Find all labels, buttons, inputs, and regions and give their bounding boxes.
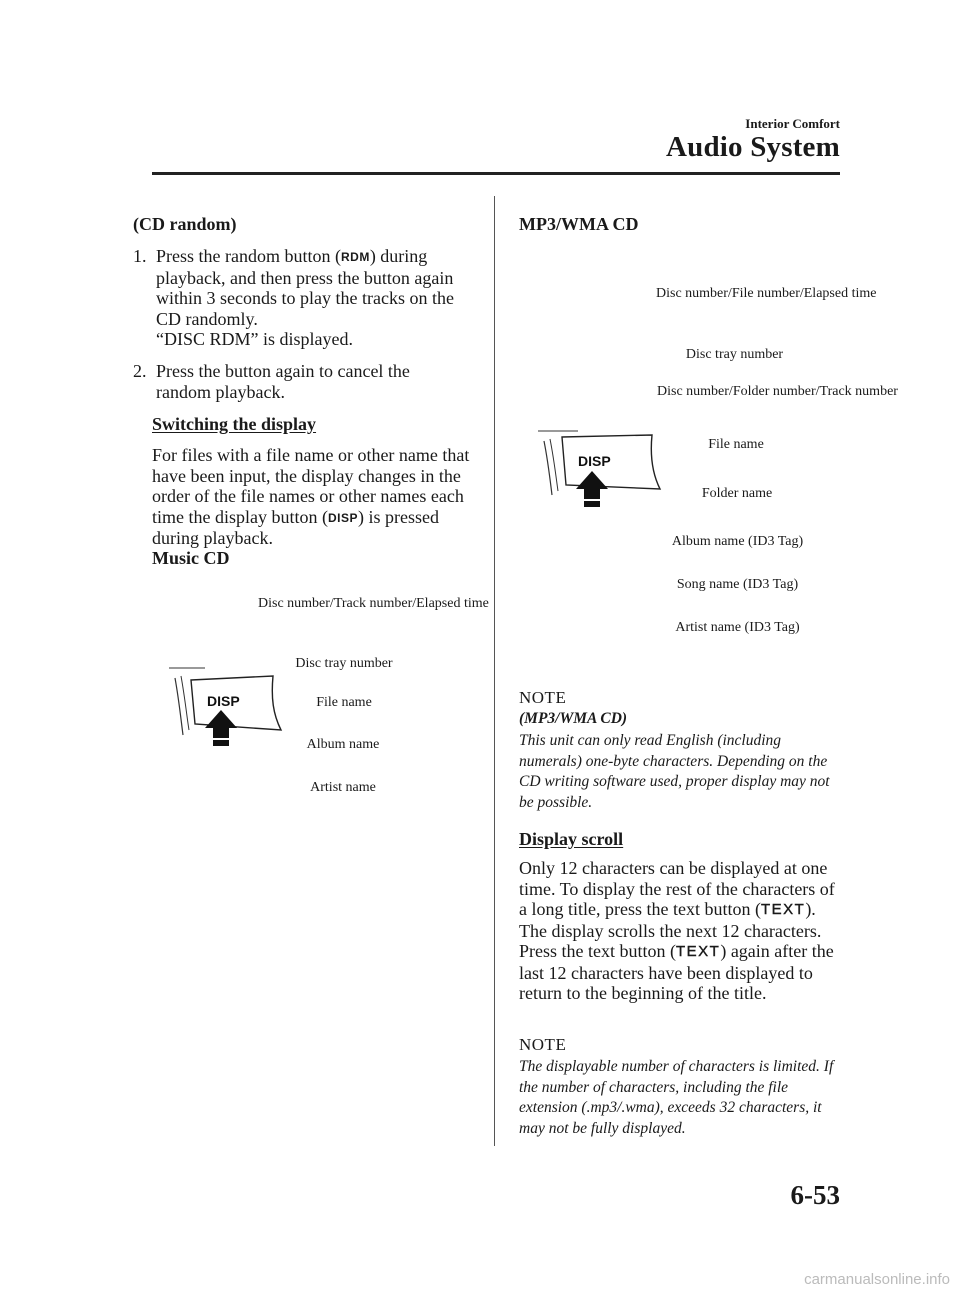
- mp3-label-folder-name: Folder name: [701, 486, 773, 501]
- page-number: 6-53: [790, 1180, 840, 1210]
- music-cd-heading: Music CD: [152, 548, 230, 568]
- scroll-text-1: Only 12 characters can be displayed at one time. To display the rest of the characters of a long title, press the text button (: [519, 858, 835, 919]
- mp3-label-song-name: Song name (ID3 Tag): [676, 577, 799, 592]
- step-1-number: 1.: [133, 246, 147, 266]
- cd-random-heading: (CD random): [133, 214, 237, 234]
- step-1-text-end: ) during playback, and then press the button again within 3 seconds to play the tracks on the CD randomly.: [156, 246, 454, 329]
- switching-text-start: For files with a file name or other name that have been input, the display changes in the order of the file names or other names each time the display button (: [152, 445, 470, 527]
- step-2-text: Press the button again to cancel the random playback.: [156, 361, 410, 402]
- music-cd-label-artist-name: Artist name: [310, 780, 376, 795]
- mp3-label-album-name: Album name (ID3 Tag): [671, 534, 804, 549]
- mp3-label-artist-name: Artist name (ID3 Tag): [675, 620, 800, 635]
- mp3-disp-text: DISP: [578, 453, 611, 469]
- note-2-text: The displayable number of characters is limited. If the number of characters, including the file extension (.mp3/.wma), exceeds 32 characters, it may not be fully displayed.: [519, 1058, 834, 1137]
- music-cd-label-disc-track-time: Disc number/Track number/Elapsed time: [258, 596, 489, 611]
- page-title: Audio System: [665, 131, 840, 163]
- note-1-label: NOTE: [519, 688, 567, 707]
- music-cd-label-disc-tray: Disc tray number: [295, 656, 393, 671]
- watermark: carmanualsonline.info: [804, 1271, 950, 1288]
- step-1-display-message: “DISC RDM” is displayed.: [156, 329, 353, 349]
- disp-button-icon: DISP: [327, 510, 358, 525]
- step-2-number: 2.: [133, 361, 147, 381]
- music-cd-label-file-name: File name: [316, 695, 372, 710]
- section-label: Interior Comfort: [745, 116, 840, 131]
- music-cd-disp-text: DISP: [207, 693, 240, 709]
- note-1-text: This unit can only read English (including numerals) one-byte characters. Depending on the CD writing software used, proper display may not be possible.: [519, 732, 830, 811]
- mp3-label-file-name: File name: [708, 437, 764, 452]
- switching-text-end: ) is pressed during playback.: [152, 506, 439, 548]
- music-cd-disp-button-illustration: [165, 660, 285, 755]
- rdm-button-icon: RDM: [340, 250, 370, 264]
- text-button-icon: TEXT: [760, 901, 806, 918]
- switching-display-heading: Switching the display: [152, 414, 317, 434]
- scroll-text-2: ). The display scrolls the next 12 characters. Press the text button (: [519, 899, 822, 961]
- switching-display-paragraph: [152, 445, 472, 549]
- note-1-subheading: (MP3/WMA CD): [519, 710, 628, 727]
- scroll-text-3: ) again after the last 12 characters have been displayed to return to the beginning of the title.: [519, 941, 834, 1003]
- step-1-text-start: Press the random button (: [156, 246, 341, 266]
- step-2: [133, 361, 458, 402]
- header-rule: [152, 172, 840, 175]
- display-scroll-heading: Display scroll: [519, 829, 624, 849]
- mp3-disp-button-illustration: [534, 425, 664, 517]
- display-scroll-paragraph: [519, 858, 844, 1004]
- note-2-label: NOTE: [519, 1035, 567, 1054]
- column-divider: [494, 196, 495, 1146]
- mp3-wma-heading: MP3/WMA CD: [519, 214, 639, 234]
- mp3-label-disc-tray: Disc tray number: [685, 347, 784, 362]
- text-button-icon-2: TEXT: [675, 943, 721, 960]
- mp3-label-disc-folder-track: Disc number/Folder number/Track number: [657, 384, 898, 399]
- step-1: [133, 246, 458, 350]
- mp3-label-disc-file-time: Disc number/File number/Elapsed time: [656, 286, 877, 301]
- music-cd-label-album-name: Album name: [306, 737, 380, 752]
